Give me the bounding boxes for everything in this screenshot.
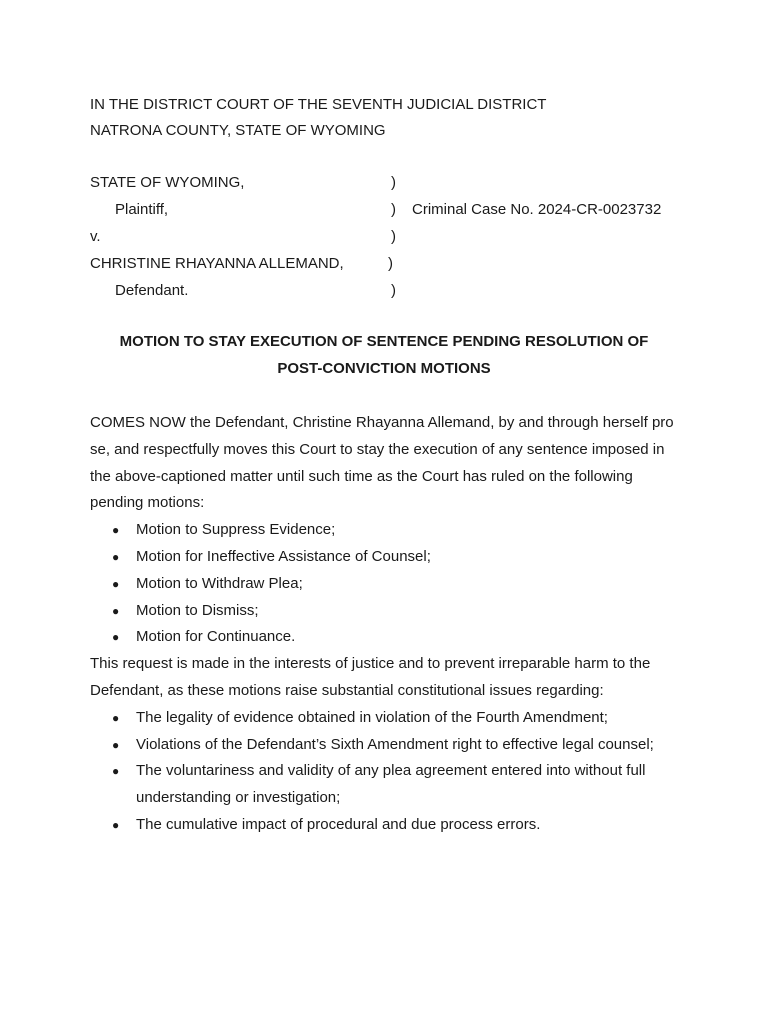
plaintiff-role: Plaintiff, bbox=[115, 201, 169, 218]
list-item: ● Motion for Ineffective Assistance of Counsel; bbox=[90, 544, 688, 571]
bullet-icon: ● bbox=[112, 523, 120, 538]
court-header bbox=[90, 92, 546, 144]
list-item: ● Violations of the Defendant’s Sixth Amendment right to effective legal counsel; bbox=[90, 732, 688, 759]
defendant-name: CHRISTINE RHAYANNA ALLEMAND, bbox=[90, 255, 344, 272]
caption-row-defendant-role bbox=[90, 277, 690, 304]
bullet-icon: ● bbox=[112, 817, 120, 832]
bullet-icon: ● bbox=[112, 710, 120, 725]
caption-paren: ) bbox=[391, 228, 396, 245]
list-item: ● Motion to Dismiss; bbox=[90, 598, 688, 625]
list-item: ● Motion to Suppress Evidence; bbox=[90, 517, 688, 544]
bullet-icon: ● bbox=[112, 549, 120, 564]
defendant-role: Defendant. bbox=[115, 282, 189, 299]
case-number: Criminal Case No. 2024-CR-0023732 bbox=[412, 201, 662, 218]
case-caption bbox=[90, 169, 690, 304]
list-item: ● The legality of evidence obtained in violation of the Fourth Amendment; bbox=[90, 705, 688, 732]
caption-paren: ) bbox=[391, 201, 396, 218]
caption-row-versus bbox=[90, 223, 690, 250]
motion-title bbox=[90, 328, 678, 382]
caption-paren: ) bbox=[388, 255, 393, 272]
bullet-icon: ● bbox=[112, 764, 120, 779]
issues-list bbox=[90, 705, 688, 839]
list-item: ● Motion to Withdraw Plea; bbox=[90, 571, 688, 598]
intro-paragraph: COMES NOW the Defendant, Christine Rhayanna Allemand, by and through herself pro se, and respectfully moves this Court to stay the execution of any sentence imposed in the above-captioned matter until such time as the Court has ruled on the following pending motions: bbox=[90, 414, 674, 512]
court-name-line: IN THE DISTRICT COURT OF THE SEVENTH JUDICIAL DISTRICT bbox=[90, 96, 547, 113]
caption-paren: ) bbox=[391, 174, 396, 191]
bullet-icon: ● bbox=[112, 576, 120, 591]
bullet-icon: ● bbox=[112, 737, 120, 752]
caption-paren: ) bbox=[391, 282, 396, 299]
caption-row-plaintiff-role bbox=[90, 196, 690, 223]
list-item: ● The voluntariness and validity of any plea agreement entered into without full understanding or investigation; bbox=[90, 758, 688, 812]
list-item: ● The cumulative impact of procedural and due process errors. bbox=[90, 812, 688, 839]
motion-title-line: POST-CONVICTION MOTIONS bbox=[277, 360, 491, 377]
motion-body bbox=[90, 410, 688, 839]
motions-list bbox=[90, 517, 688, 651]
court-county-line: NATRONA COUNTY, STATE OF WYOMING bbox=[90, 122, 386, 139]
bullet-icon: ● bbox=[112, 603, 120, 618]
caption-row-defendant-name bbox=[90, 250, 690, 277]
versus: v. bbox=[90, 228, 101, 245]
list-item: ● Motion for Continuance. bbox=[90, 624, 688, 651]
plaintiff-name: STATE OF WYOMING, bbox=[90, 174, 245, 191]
request-paragraph: This request is made in the interests of justice and to prevent irreparable harm to the Defendant, as these motions raise substantial constitutional issues regarding: bbox=[90, 655, 651, 699]
bullet-icon: ● bbox=[112, 630, 120, 645]
caption-row-plaintiff-name bbox=[90, 169, 690, 196]
motion-title-line: MOTION TO STAY EXECUTION OF SENTENCE PENDING RESOLUTION OF bbox=[119, 333, 649, 350]
